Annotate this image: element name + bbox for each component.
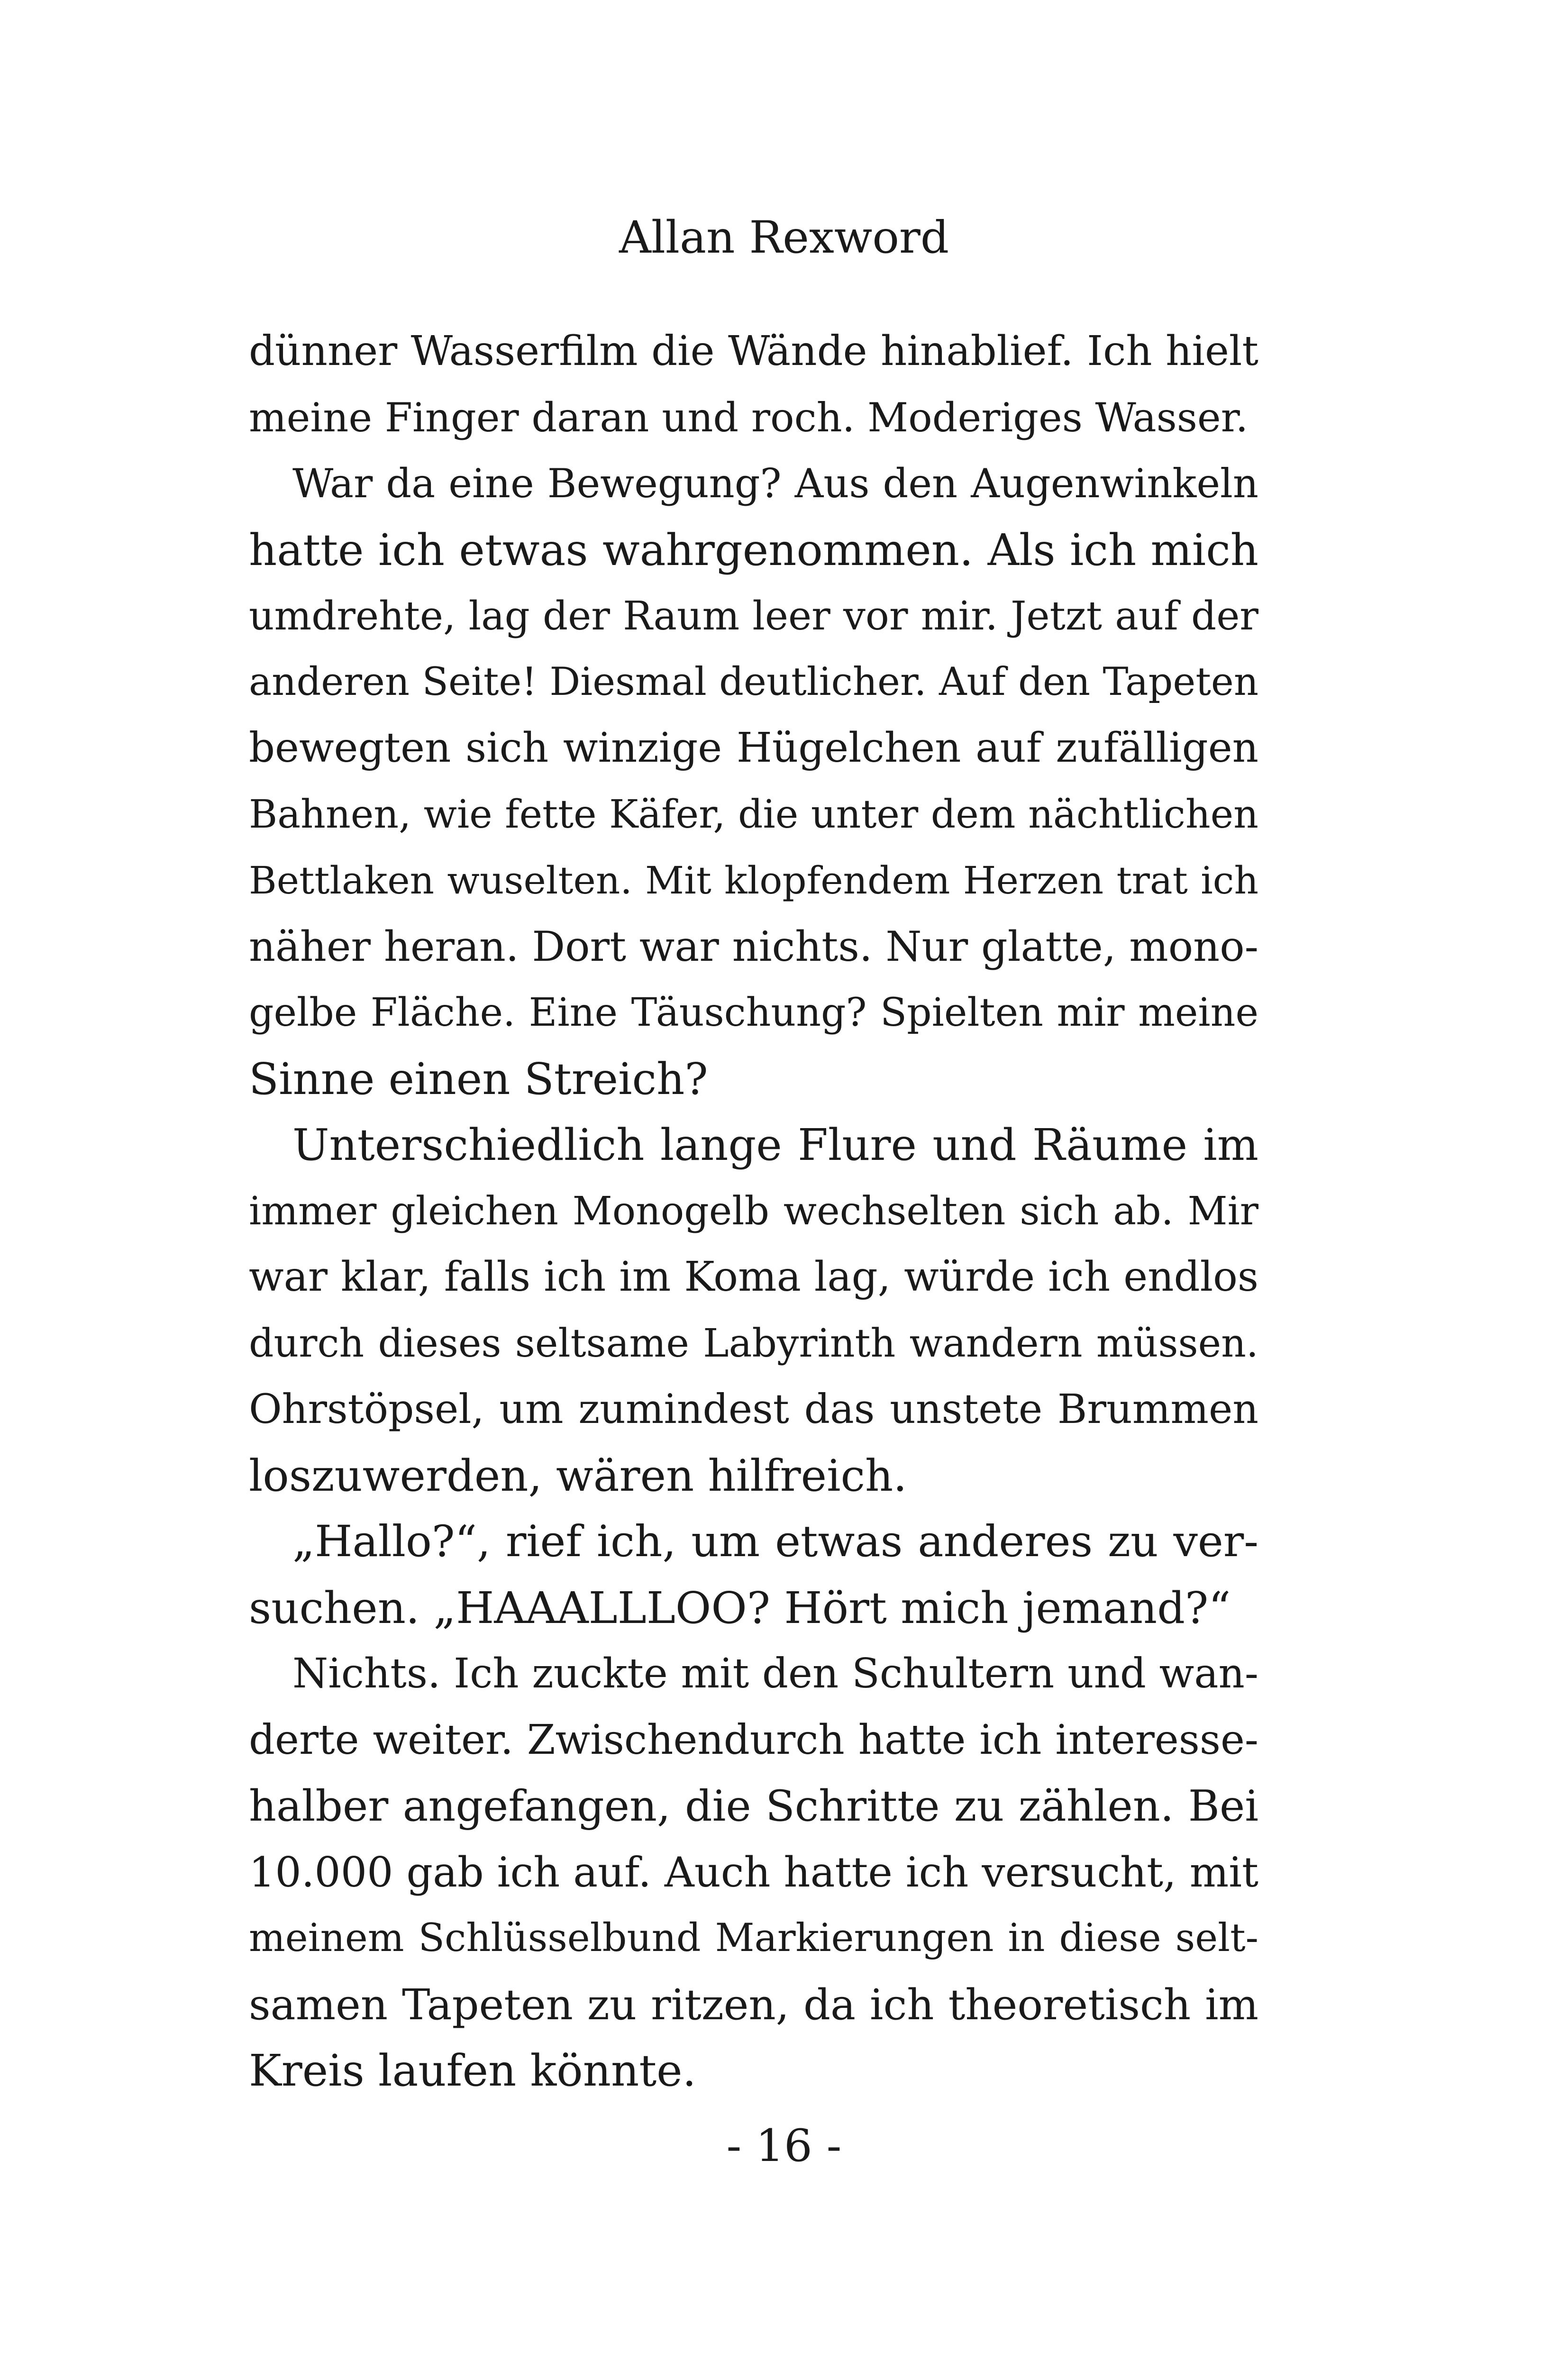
- text-line: derte weiter. Zwischendurch hatte ich interesse-: [249, 1716, 1258, 1764]
- body-text: [249, 319, 1258, 2104]
- text-line: War da eine Bewegung? Aus den Augenwinkeln: [292, 460, 1258, 507]
- text-line: anderen Seite! Diesmal deutlicher. Auf den Tapeten: [249, 659, 1258, 704]
- text-line: bewegten sich winzige Hügelchen auf zufälligen: [249, 724, 1258, 772]
- text-line: Sinne einen Streich?: [249, 1053, 708, 1104]
- text-line: Bahnen, wie fette Käfer, die unter dem nächtlichen: [249, 792, 1258, 837]
- text-line: samen Tapeten zu ritzen, da ich theoretisch im: [249, 1979, 1258, 2029]
- text-line: Bettlaken wuselten. Mit klopfendem Herzen trat ich: [249, 858, 1258, 902]
- text-line: dünner Wasserfilm die Wände hinablief. Ich hielt: [249, 328, 1258, 375]
- text-line: Ohrstöpsel, um zumindest das unstete Brummen: [249, 1386, 1258, 1433]
- text-line: näher heran. Dort war nichts. Nur glatte, mono-: [249, 922, 1258, 971]
- text-line: suchen. „HAAALLLOO? Hört mich jemand?“: [249, 1582, 1231, 1633]
- text-line: durch dieses seltsame Labyrinth wandern müssen.: [249, 1321, 1258, 1366]
- text-line: umdrehte, lag der Raum leer vor mir. Jetzt auf der: [249, 593, 1258, 639]
- text-line: Kreis laufen könnte.: [249, 2045, 696, 2096]
- text-line: 10.000 gab ich auf. Auch hatte ich versucht, mit: [249, 1848, 1258, 1896]
- text-line: meinem Schlüsselbund Markierungen in diese selt-: [249, 1916, 1258, 1960]
- text-line: loszuwerden, wären hilfreich.: [249, 1450, 907, 1501]
- page-number: - 16 -: [726, 2120, 842, 2172]
- running-header-author: Allan Rexword: [619, 212, 949, 264]
- text-line: halber angefangen, die Schritte zu zählen. Bei: [249, 1781, 1258, 1831]
- text-line: Nichts. Ich zuckte mit den Schultern und wan-: [292, 1650, 1258, 1697]
- text-line: immer gleichen Monogelb wechselten sich ab. Mir: [249, 1188, 1258, 1234]
- text-line: hatte ich etwas wahrgenommen. Als ich mich: [249, 524, 1258, 575]
- text-line: gelbe Fläche. Eine Täuschung? Spielten mir meine: [249, 990, 1258, 1035]
- text-line: Unterschiedlich lange Flure und Räume im: [292, 1120, 1258, 1170]
- text-line: „Hallo?“, rief ich, um etwas anderes zu ver-: [292, 1517, 1258, 1567]
- text-line: war klar, falls ich im Koma lag, würde ich endlos: [249, 1253, 1258, 1301]
- text-line: meine Finger daran und roch. Moderiges Wasser.: [249, 394, 1249, 441]
